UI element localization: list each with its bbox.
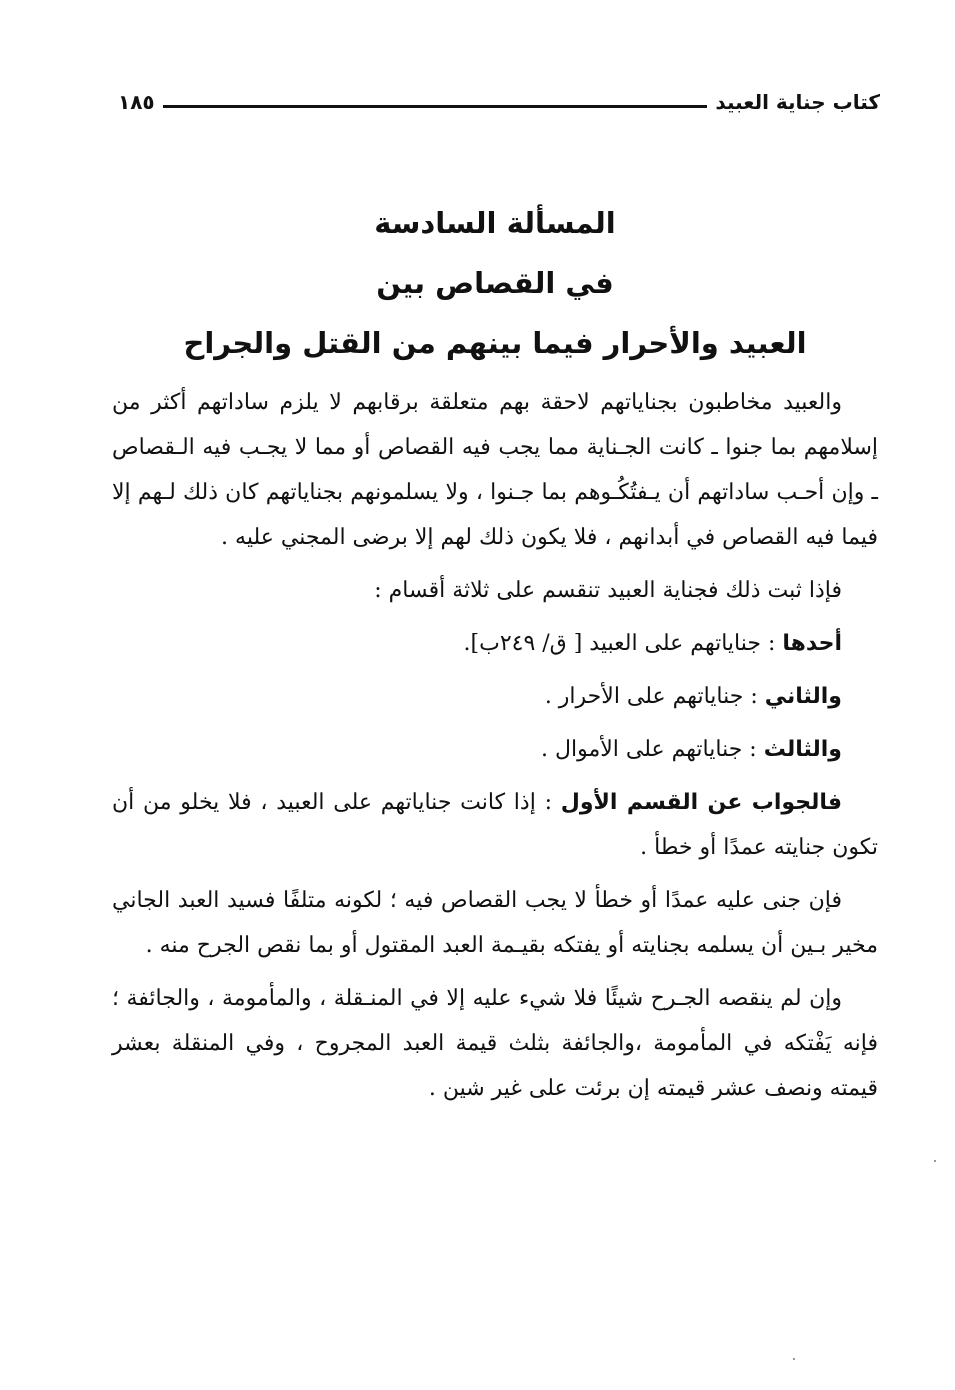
scan-speck [793,1358,795,1360]
list-item-3-term: والثالث [763,737,842,762]
list-item-3-text: : جناياتهم على الأموال . [541,737,764,762]
list-item-2 [112,674,878,719]
paragraph-3-text: : إذا كانت جناياتهم على العبيد ، فلا يخلو من أن تكون جنايته عمدًا أو خطأ . [112,790,878,860]
paragraph-5: وإن لم ينقصه الجـرح شيئًا فلا شيء عليه إلا في المنـقلة ، والمأمومة ، والجائفة ؛ فإنه يَفْتكه في المأمومة ،والجائفة بثلث قيمة العبد المجروح ، وفي المنقلة بعشر قيمته ونصف عشر قيمته إن برئت على غير شين . [112,986,878,1101]
header-rule [163,105,708,108]
page-number: ١٨٥ [118,90,155,114]
list-item-3 [112,727,878,772]
heading-line-2: في القصاص بين [376,266,614,300]
paragraph-2: فإذا ثبت ذلك فجناية العبيد تنقسم على ثلاثة أقسام : [374,578,842,603]
heading-line-1: المسألة السادسة [374,206,616,240]
heading-line-3: العبيد والأحرار فيما بينهم من القتل والجراح [183,326,807,360]
paragraph-3 [112,780,878,870]
paragraph-1: والعبيد مخاطبون بجناياتهم لاحقة بهم متعلقة برقابهم لا يلزم ساداتهم أكثر من إسلامهم بما جنوا ـ كانت الجـناية مما يجب فيه القصاص أو مما لا يجـب فيه الـقصاص ـ وإن أحـب ساداتهم أن يـفتُكُـوهم بما جـنوا ، ولا يسلمونهم بجناياتهم كان ذلك لـهم إلا فيما فيه القصاص في أبدانهم ، فلا يكون ذلك لهم إلا برضى المجني عليه . [112,390,878,550]
running-header [118,86,880,118]
scan-speck [934,1160,936,1162]
paragraph-3-term: فالجواب عن القسم الأول [560,790,842,815]
list-item-2-term: والثاني [764,684,842,709]
list-item-1-text: : جناياتهم على العبيد [ ق/ ٢٤٩ب]. [463,631,783,656]
body-text [112,380,878,1111]
list-item-1-term: أحدها [782,631,842,656]
list-item-2-text: : جناياتهم على الأحرار . [544,684,765,709]
section-heading [110,193,880,373]
paragraph-4: فإن جنى عليه عمدًا أو خطأ لا يجب القصاص فيه ؛ لكونه متلفًا فسيد العبد الجاني مخير بـين أن يسلمه بجنايته أو يفتكه بقيـمة العبد المقتول أو بما نقص الجرح منه . [112,888,878,958]
running-header-title: كتاب جناية العبيد [715,90,880,114]
list-item-1 [112,621,878,666]
